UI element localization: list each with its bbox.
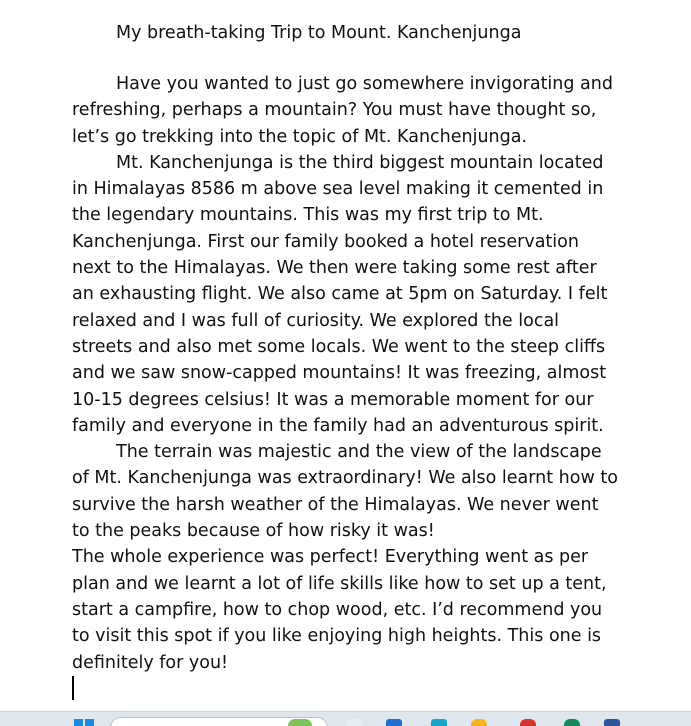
paragraph-conclusion: The whole experience was perfect! Everything went as per plan and we learnt a lot of life skills like how to set up a tent, start a campfire, how to chop wood, etc. I’d recommend you to visit this spot if you like enjoying high heights. This one is definitely for you! — [72, 547, 607, 673]
document-body[interactable] — [72, 71, 620, 676]
paragraph-intro: Have you wanted to just go somewhere invigorating and refreshing, perhaps a mountain? You must have thought so, let’s go trekking into the topic of Mt. Kanchenjunga. — [72, 74, 613, 147]
document-title: My breath-taking Trip to Mount. Kanchenjunga — [116, 23, 522, 43]
paragraph-trip: Mt. Kanchenjunga is the third biggest mountain located in Himalayas 8586 m above sea level making it cemented in the legendary mountains. This was my first trip to Mt. Kanchenjunga. First our family booked a hotel reservation next to the Himalayas. We then were taking some rest after an exhausting flight. We also came at 5pm on Saturday. I felt relaxed and I was full of curiosity. We explored the local streets and also met some locals. We went to the steep cliffs and we saw snow-capped mountains! It was freezing, almost 10-15 degrees celsius! It was a memorable moment for our family and everyone in the family had an adventurous spirit. — [72, 152, 608, 436]
text-cursor — [72, 676, 74, 700]
paragraph-terrain: The terrain was majestic and the view of the landscape of Mt. Kanchenjunga was extraordinary! We also learnt how to survive the harsh weather of the Himalayas. We never went to the peaks because of how risky it was! — [72, 442, 618, 542]
taskbar — [0, 711, 691, 726]
